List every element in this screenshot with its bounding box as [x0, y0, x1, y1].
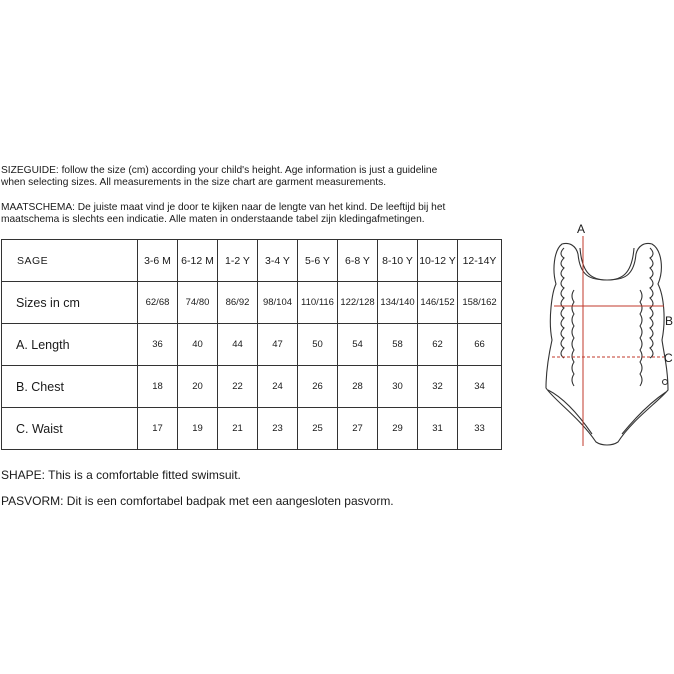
- column-header: 1-2 Y: [218, 240, 258, 282]
- label-b: B: [665, 314, 674, 328]
- table-cell: 134/140: [378, 282, 418, 324]
- sizeguide-line-2: when selecting sizes. All measurements in the size chart are garment measurements.: [1, 177, 387, 188]
- table-cell: 31: [418, 408, 458, 450]
- size-chart-table: [1, 239, 502, 450]
- ruffle-left-inner: [572, 290, 574, 386]
- table-cell: 17: [138, 408, 178, 450]
- table-row: [2, 282, 502, 324]
- table-cell: 158/162: [458, 282, 502, 324]
- row-label: A. Length: [2, 324, 138, 366]
- table-cell: 19: [178, 408, 218, 450]
- column-header: 8-10 Y: [378, 240, 418, 282]
- table-cell: 44: [218, 324, 258, 366]
- table-cell: 34: [458, 366, 502, 408]
- table-cell: 122/128: [338, 282, 378, 324]
- pasvorm-note: PASVORM: Dit is een comfortabel badpak met een aangesloten pasvorm.: [1, 494, 394, 508]
- table-cell: 30: [378, 366, 418, 408]
- label-c: C: [664, 351, 673, 365]
- table-row: [2, 324, 502, 366]
- table-cell: 62: [418, 324, 458, 366]
- ruffle-right: [650, 248, 653, 358]
- table-cell: 66: [458, 324, 502, 366]
- swimsuit-outline: [546, 243, 668, 445]
- column-header: 6-12 M: [178, 240, 218, 282]
- table-cell: 32: [418, 366, 458, 408]
- sizeguide-text: [1, 165, 437, 189]
- table-cell: 18: [138, 366, 178, 408]
- row-label: Sizes in cm: [2, 282, 138, 324]
- table-cell: 24: [258, 366, 298, 408]
- shape-note: SHAPE: This is a comfortable fitted swimsuit.: [1, 468, 241, 482]
- table-cell: 54: [338, 324, 378, 366]
- table-row: [2, 408, 502, 450]
- column-header: 12-14Y: [458, 240, 502, 282]
- table-cell: 58: [378, 324, 418, 366]
- table-title: SAGE: [2, 240, 138, 282]
- button-detail: [663, 380, 668, 385]
- row-label: C. Waist: [2, 408, 138, 450]
- ruffle-left: [561, 248, 564, 358]
- table-cell: 146/152: [418, 282, 458, 324]
- table-cell: 110/116: [298, 282, 338, 324]
- table-cell: 23: [258, 408, 298, 450]
- table-cell: 36: [138, 324, 178, 366]
- column-header: 10-12 Y: [418, 240, 458, 282]
- sizeguide-line-1: SIZEGUIDE: follow the size (cm) according your child's height. Age information is just a guideline: [1, 165, 438, 176]
- table-cell: 25: [298, 408, 338, 450]
- column-header: 6-8 Y: [338, 240, 378, 282]
- column-header: 3-6 M: [138, 240, 178, 282]
- table-cell: 33: [458, 408, 502, 450]
- column-header: 5-6 Y: [298, 240, 338, 282]
- table-cell: 86/92: [218, 282, 258, 324]
- row-label: B. Chest: [2, 366, 138, 408]
- table-cell: 29: [378, 408, 418, 450]
- column-header: 3-4 Y: [258, 240, 298, 282]
- table-cell: 20: [178, 366, 218, 408]
- swimsuit-diagram: [540, 220, 674, 452]
- table-cell: 21: [218, 408, 258, 450]
- swimsuit-neckline: [580, 248, 634, 280]
- table-header-row: [2, 240, 502, 282]
- table-cell: 26: [298, 366, 338, 408]
- table-cell: 50: [298, 324, 338, 366]
- maatschema-line-2: maatschema is slechts een indicatie. Alle maten in onderstaande tabel zijn kledingafmetingen.: [1, 214, 425, 225]
- label-a: A: [577, 222, 586, 236]
- table-row: [2, 366, 502, 408]
- swimsuit-body-outline: [546, 243, 668, 445]
- table-cell: 47: [258, 324, 298, 366]
- maatschema-line-1: MAATSCHEMA: De juiste maat vind je door te kijken naar de lengte van het kind. De leeftijd bij het: [1, 202, 446, 213]
- table-cell: 98/104: [258, 282, 298, 324]
- table-cell: 40: [178, 324, 218, 366]
- ruffle-right-inner: [640, 290, 642, 386]
- table-cell: 27: [338, 408, 378, 450]
- table-cell: 28: [338, 366, 378, 408]
- maatschema-text: [1, 202, 445, 226]
- table-cell: 74/80: [178, 282, 218, 324]
- table-cell: 22: [218, 366, 258, 408]
- table-cell: 62/68: [138, 282, 178, 324]
